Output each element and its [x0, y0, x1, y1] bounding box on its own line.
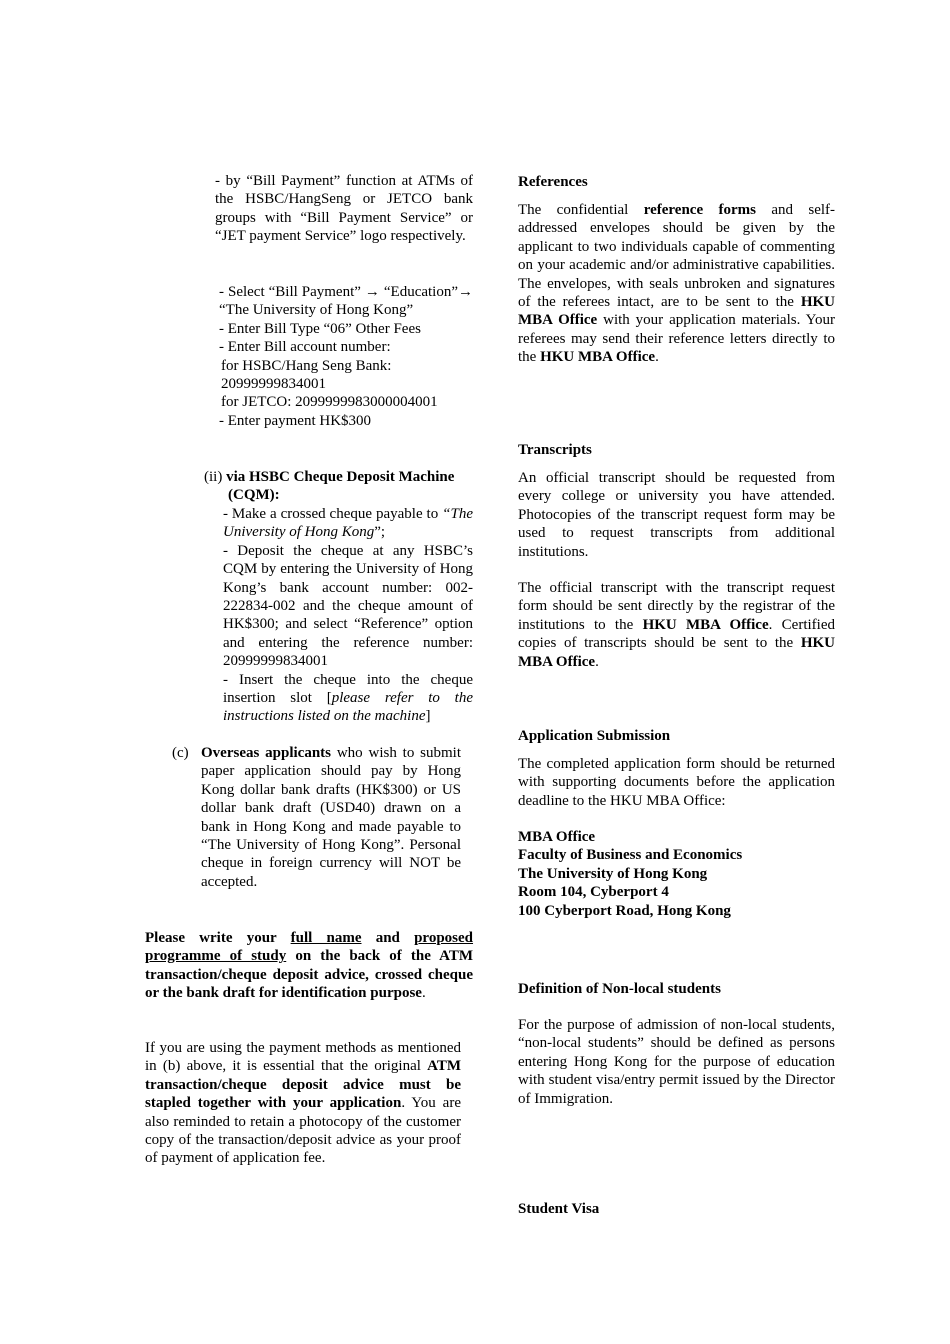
transcripts-heading: Transcripts — [518, 442, 592, 458]
cqm-step-3: - Insert the cheque into the cheque insertion slot [please refer to the instructions listed on the machine] — [223, 671, 473, 725]
jetco-line: for JETCO: 2099999983000004001 — [221, 394, 438, 411]
overseas-para: Overseas applicants who wish to submit paper application should pay by Hong Kong dollar bank drafts (HK$300) or US dollar bank draft (USD40) drawn on a bank in Hong Kong and made payable to “The University of Hong Kong”. Personal cheque in foreign currency will NOT be accepted. — [201, 745, 461, 890]
references-para: The confidential reference forms and self-addressed envelopes should be given by the applicant to two individuals capable of commenting on your academic and/or administrative capabilities. The envelopes, with seals unbroken and signatures of the referees intact, are to be sent to the HKU MBA Office with your application materials. Your referees may send their reference letters directly to the HKU MBA Office. — [518, 202, 836, 366]
mba-office-address — [518, 828, 835, 920]
cqm-steps — [223, 505, 473, 726]
nonlocal-heading: Definition of Non-local students — [518, 981, 721, 997]
address-line: The University of Hong Kong — [518, 865, 708, 882]
hsbc-label: for HSBC/Hang Seng Bank: — [221, 357, 392, 374]
cqm-step-2: - Deposit the cheque at any HSBC’s CQM by entering the University of Hong Kong’s bank account number: 002-222834-002 and the cheque amount of HK$300; and select “Reference” option and entering the reference number: 20999999834001 — [223, 542, 473, 670]
nonlocal-para: For the purpose of admission of non-local students, “non-local students” should be defined as persons entering Hong Kong for the purpose of education with student visa/entry permit issued by the Director of Immigration. — [518, 1017, 835, 1107]
cqm-step-1: - Make a crossed cheque payable to “The University of Hong Kong”; — [223, 506, 473, 541]
address-line: 100 Cyberport Road, Hong Kong — [518, 902, 731, 919]
atm-steps — [219, 283, 473, 430]
address-line: MBA Office — [518, 829, 596, 845]
submission-para: The completed application form should be returned with supporting documents before the application deadline to the HKU MBA Office: — [518, 756, 835, 809]
step-select: - Select “Bill Payment” → “Education”→ “The University of Hong Kong” — [219, 284, 473, 319]
atm-bill-payment-para: - by “Bill Payment” function at ATMs of the HSBC/HangSeng or JETCO bank groups with “Bill Payment Service” or “JET payment Service” logo respectively. — [215, 173, 473, 245]
transcripts-para-1: An official transcript should be requested from every college or university you have attended. Photocopies of the transcript request form may be used to request transcripts from additional institutions. — [518, 470, 835, 560]
write-name-para: Please write your full name and proposed programme of study on the back of the ATM transaction/cheque deposit advice, crossed cheque or the bank draft for identification purpose. — [145, 930, 474, 1002]
step-payment: - Enter payment HK$300 — [219, 412, 372, 429]
stapled-para: If you are using the payment methods as mentioned in (b) above, it is essential that the original ATM transaction/cheque deposit advice must be stapled together with your application. You are also reminded to retain a photocopy of the customer copy of the transaction/deposit advice as your proof of payment of application fee. — [145, 1040, 461, 1167]
cqm-section — [204, 468, 473, 505]
student-visa-heading: Student Visa — [518, 1201, 600, 1217]
references-heading: References — [518, 174, 588, 190]
step-bill-type: - Enter Bill Type “06” Other Fees — [219, 320, 421, 337]
cqm-title: (ii) via HSBC Cheque Deposit Machine (CQM): — [204, 469, 455, 504]
step-account: - Enter Bill account number: — [219, 339, 391, 356]
overseas-marker: (c) — [172, 745, 189, 761]
hsbc-number: 20999999834001 — [221, 376, 326, 393]
transcripts-para-2: The official transcript with the transcript request form should be sent directly by the registrar of the institutions to the HKU MBA Office. Certified copies of transcripts should be sent to the HKU MBA Office. — [518, 580, 835, 670]
address-line: Room 104, Cyberport 4 — [518, 884, 669, 901]
submission-heading: Application Submission — [518, 728, 671, 744]
address-line: Faculty of Business and Economics — [518, 847, 743, 864]
